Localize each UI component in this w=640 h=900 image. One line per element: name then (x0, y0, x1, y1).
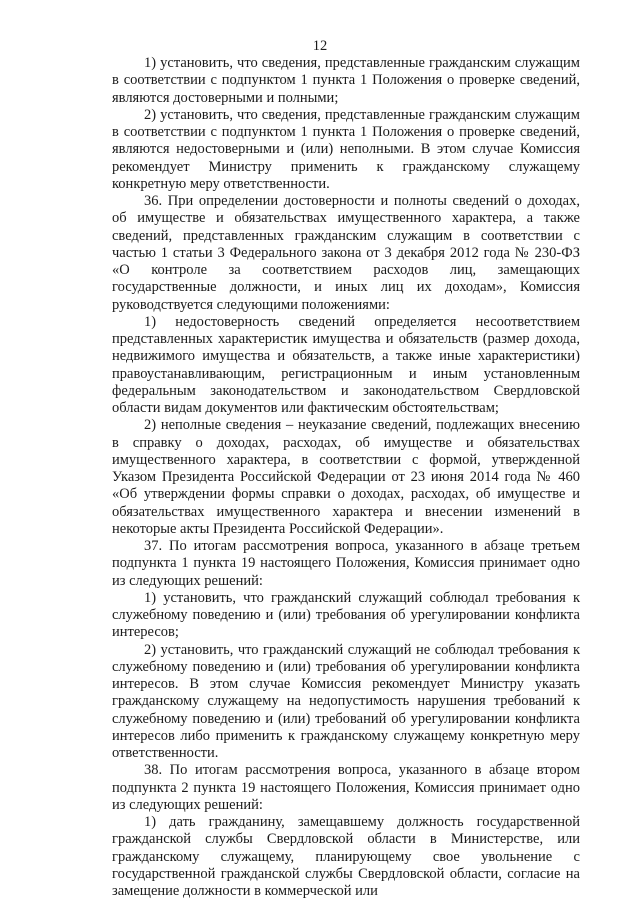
paragraph-38: 38. По итогам рассмотрения вопроса, указанного в абзаце втором подпункта 2 пункта 19 настоящего Положения, Комиссия принимает одно из следующих решений: (112, 762, 580, 813)
paragraph-36-item-1: 1) недостоверность сведений определяется несоответствием представленных характеристик имущества и обязательств (размер дохода, недвижимого имущества и обязательств, а также иные характеристики) правоустанавливающим, регистрационным и иным установленным федеральным законодательством и законодательством Свердловской области видам документов или фактическим обстоятельствам; (112, 313, 580, 416)
page-number: 12 (312, 38, 328, 54)
paragraph-item-1-reliable: 1) установить, что сведения, представленные гражданским служащим в соответствии с подпунктом 1 пункта 1 Положения о проверке сведений, являются достоверными и полными; (112, 55, 580, 106)
paragraph-37: 37. По итогам рассмотрения вопроса, указанного в абзаце третьем подпункта 1 пункта 19 настоящего Положения, Комиссия принимает одно из следующих решений: (112, 538, 580, 589)
document-body (112, 55, 580, 900)
paragraph-36-item-2: 2) неполные сведения – неуказание сведений, подлежащих внесению в справку о доходах, расходах, об имуществе и обязательствах имущественного характера, в соответствии с формой, утвержденной Указом Президента Российской Федерации от 23 июня 2014 года № 460 «Об утверждении формы справки о доходах, расходах, об имуществе и обязательствах имущественного характера и внесении изменений в некоторые акты Президента Российской Федерации». (112, 417, 580, 537)
paragraph-37-item-2: 2) установить, что гражданский служащий не соблюдал требования к служебному поведению и (или) требования об урегулировании конфликта интересов. В этом случае Комиссия рекомендует Министру указать гражданскому служащему на недопустимость нарушения требований к служебному поведению и (или) требований об урегулировании конфликта интересов либо применить к гражданскому служащему конкретную меру ответственности. (112, 641, 580, 761)
paragraph-38-item-1: 1) дать гражданину, замещавшему должность государственной гражданской службы Свердловской области в Министерстве, или гражданскому служащему, планирующему свое увольнение с государственной гражданской службы Свердловской области, согласие на замещение должности в коммерческой или (112, 814, 580, 899)
paragraph-item-2-unreliable: 2) установить, что сведения, представленные гражданским служащим в соответствии с подпунктом 1 пункта 1 Положения о проверке сведений, являются недостоверными и (или) неполными. В этом случае Комиссия рекомендует Министру применить к гражданскому служащему конкретную меру ответственности. (112, 106, 580, 192)
paragraph-36: 36. При определении достоверности и полноты сведений о доходах, об имуществе и обязательствах имущественного характера, а также сведений, представленных гражданским служащим в соответствии с частью 1 статьи 3 Федерального закона от 3 декабря 2012 года № 230-ФЗ «О контроле за соответствием расходов лиц, замещающих государственные должности, и иных лиц их доходам», Комиссия руководствуется следующими положениями: (112, 193, 580, 313)
paragraph-37-item-1: 1) установить, что гражданский служащий соблюдал требования к служебному поведению и (или) требования об урегулировании конфликта интересов; (112, 589, 580, 641)
